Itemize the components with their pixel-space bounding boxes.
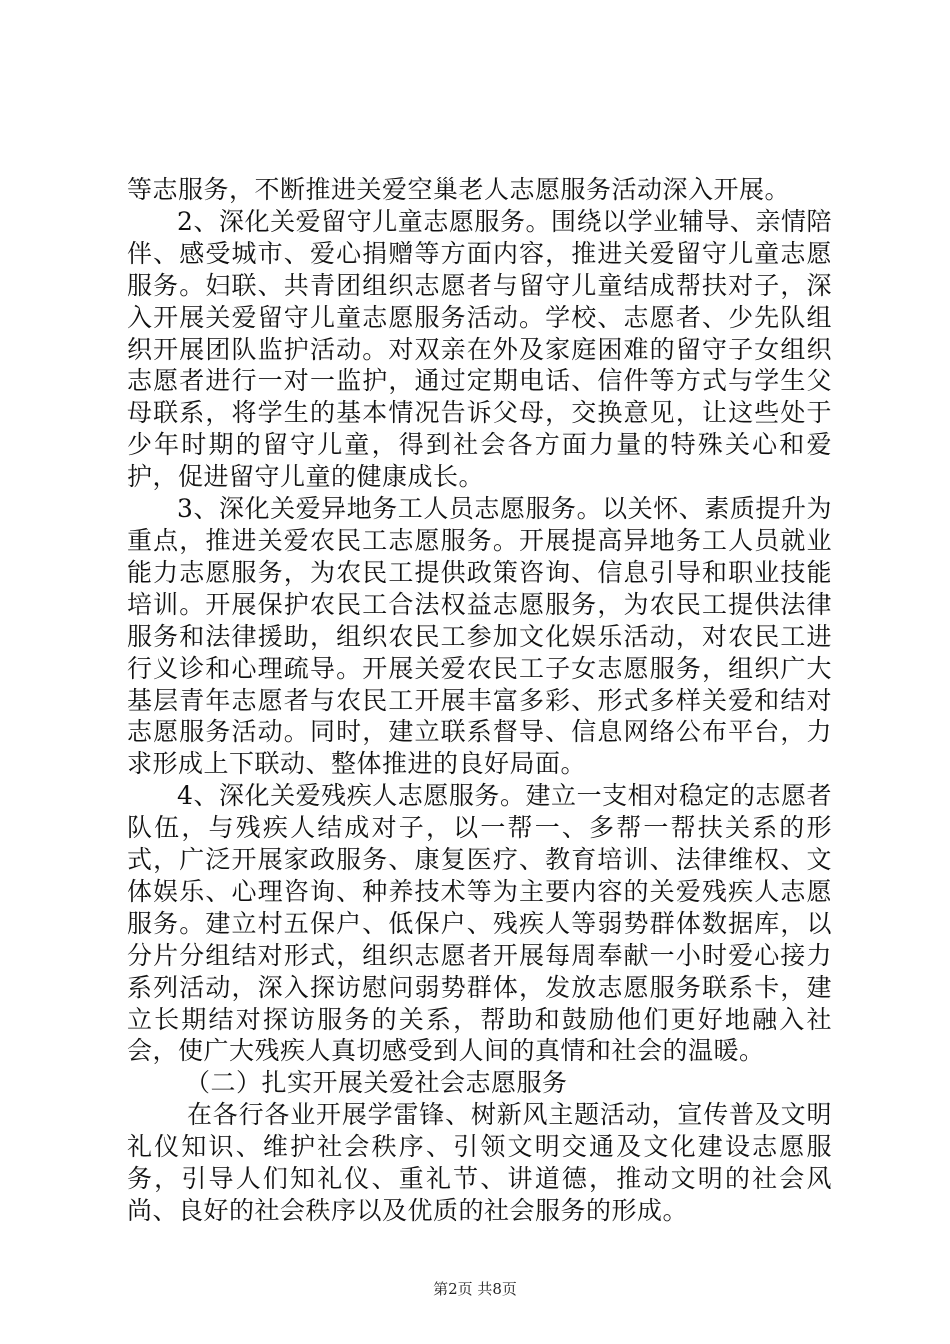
paragraph-disabled-persons: 4、深化关爱残疾人志愿服务。建立一支相对稳定的志愿者队伍，与残疾人结成对子，以一帮一、多帮一帮扶关系的形式，广泛开展家政服务、康复医疗、教育培训、法律维权、文体娱乐、心理咨询、种养技术等为主要内容的关爱残疾人志愿服务。建立村五保户、低保户、残疾人等弱势群体数据库，以分片分组结对形式，组织志愿者开展每周奉献一小时爱心接力系列活动，深入探访慰问弱势群体，发放志愿服务联系卡，建立长期结对探访服务的关系，帮助和鼓励他们更好地融入社会，使广大残疾人真切感受到人间的真情和社会的温暖。 [127,781,832,1066]
section-heading: （二）扎实开展关爱社会志愿服务 [185,1068,568,1098]
page-number-footer: 第2页 共8页 [433,1280,517,1298]
paragraph-social-service: 在各行各业开展学雷锋、树新风主题活动，宣传普及文明礼仪知识、维护社会秩序、引领文明交通及文化建设志愿服务，引导人们知礼仪、重礼节、讲道德，推动文明的社会风尚、良好的社会秩序以及优质的社会服务的形成。 [127,1100,832,1225]
paragraph-left-behind-children: 2、深化关爱留守儿童志愿服务。围绕以学业辅导、亲情陪伴、感受城市、爱心捐赠等方面内容，推进关爱留守儿童志愿服务。妇联、共青团组织志愿者与留守儿童结成帮扶对子，深入开展关爱留守儿童志愿服务活动。学校、志愿者、少先队组织开展团队监护活动。对双亲在外及家庭困难的留守子女组织志愿者进行一对一监护，通过定期电话、信件等方式与学生父母联系，将学生的基本情况告诉父母，交换意见，让这些处于少年时期的留守儿童，得到社会各方面力量的特殊关心和爱护，促进留守儿童的健康成长。 [127,206,832,492]
document-body [127,174,832,1227]
paragraph-continuation: 等志服务，不断推进关爱空巢老人志愿服务活动深入开展。 [127,175,791,204]
paragraph-migrant-workers: 3、深化关爱异地务工人员志愿服务。以关怀、素质提升为重点，推进关爱农民工志愿服务。开展提高异地务工人员就业能力志愿服务，为农民工提供政策咨询、信息引导和职业技能培训。开展保护农民工合法权益志愿服务，为农民工提供法律服务和法律援助，组织农民工参加文化娱乐活动，对农民工进行义诊和心理疏导。开展关爱农民工子女志愿服务，组织广大基层青年志愿者与农民工开展丰富多彩、形式多样关爱和结对志愿服务活动。同时，建立联系督导、信息网络公布平台，力求形成上下联动、整体推进的良好局面。 [127,494,832,779]
